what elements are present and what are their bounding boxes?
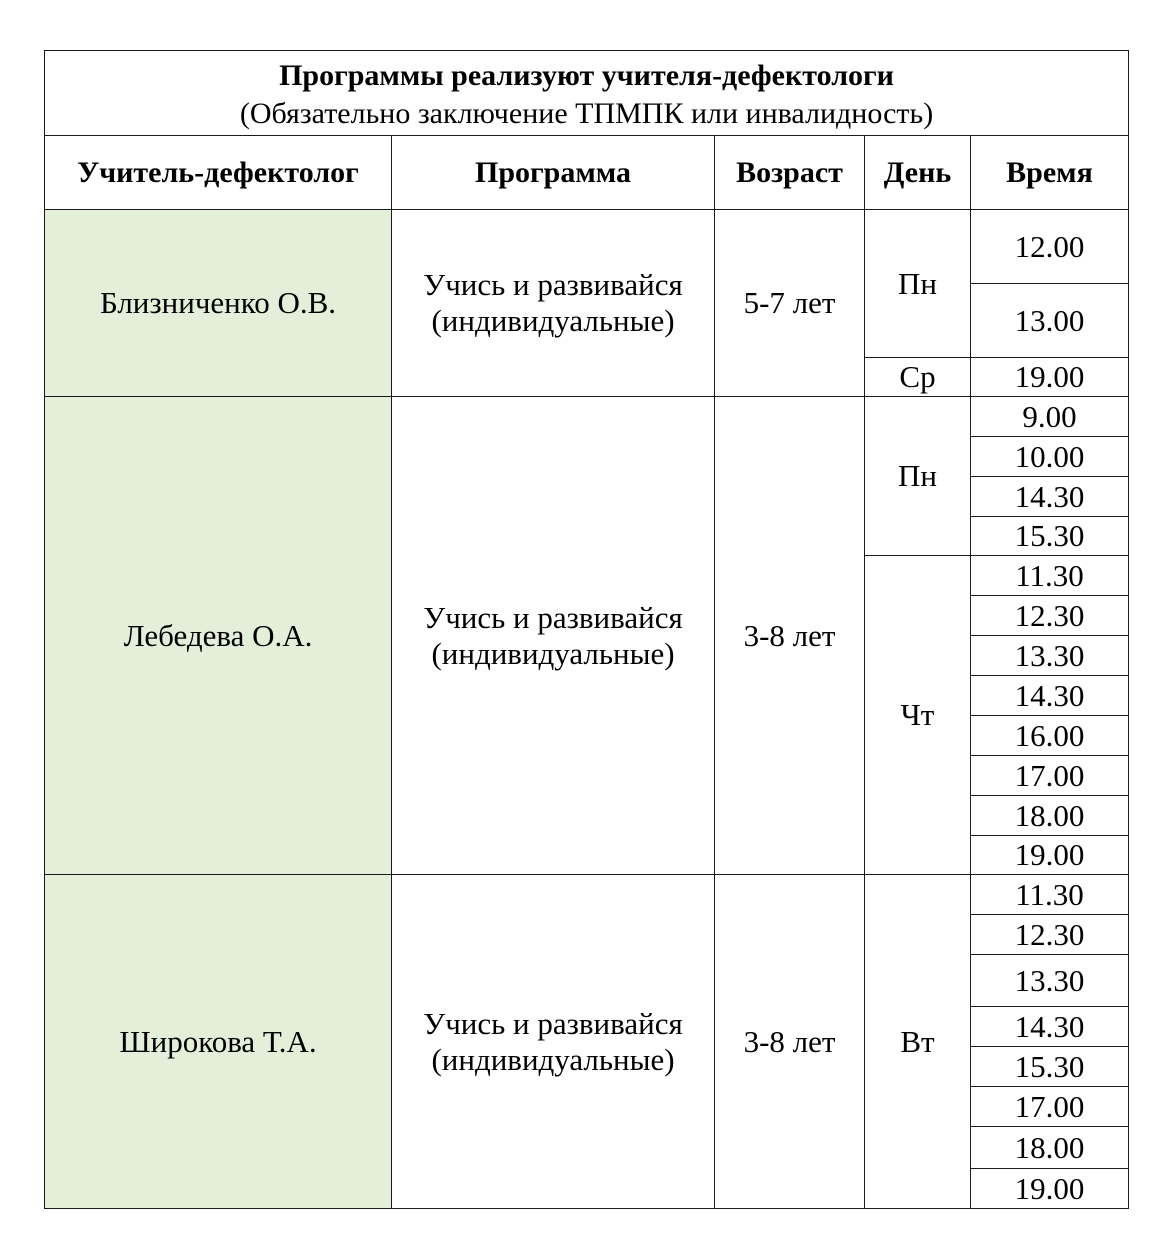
time-cell: 13.30	[971, 636, 1129, 676]
time-cell: 12.30	[971, 596, 1129, 636]
program-cell	[392, 397, 715, 875]
column-header-program: Программа	[392, 136, 715, 210]
program-cell	[392, 210, 715, 397]
age-cell: 3-8 лет	[715, 397, 865, 875]
program-name: Учись и развивайся	[423, 599, 683, 635]
program-format: (индивидуальные)	[431, 1041, 675, 1077]
time-cell: 18.00	[971, 796, 1129, 836]
time-cell: 15.30	[971, 1047, 1129, 1087]
program-format: (индивидуальные)	[431, 303, 675, 338]
table-title-cell	[45, 51, 1129, 136]
table-title: Программы реализуют учителя-дефектологи	[279, 59, 894, 92]
time-cell: 19.00	[971, 836, 1129, 875]
time-cell: 18.00	[971, 1127, 1129, 1169]
time-cell: 11.30	[971, 875, 1129, 915]
program-cell	[392, 875, 715, 1209]
column-header-day: День	[865, 136, 971, 210]
program-format: (индивидуальные)	[431, 635, 675, 671]
time-cell: 13.00	[971, 284, 1129, 358]
program-name: Учись и развивайся	[423, 1005, 683, 1041]
day-cell: Вт	[865, 875, 971, 1209]
column-header-age: Возраст	[715, 136, 865, 210]
time-cell: 11.30	[971, 556, 1129, 596]
time-cell: 14.30	[971, 477, 1129, 517]
time-cell: 12.00	[971, 210, 1129, 284]
age-cell: 3-8 лет	[715, 875, 865, 1209]
age-cell: 5-7 лет	[715, 210, 865, 397]
teacher-name-cell: Близниченко О.В.	[45, 210, 392, 397]
column-header-time: Время	[971, 136, 1129, 210]
time-cell: 9.00	[971, 397, 1129, 437]
schedule-table	[44, 50, 1129, 1209]
column-header-teacher: Учитель-дефектолог	[45, 136, 392, 210]
time-cell: 17.00	[971, 1087, 1129, 1127]
day-cell: Чт	[865, 556, 971, 875]
time-cell: 19.00	[971, 1169, 1129, 1209]
day-cell: Пн	[865, 397, 971, 556]
time-cell: 12.30	[971, 915, 1129, 955]
program-name: Учись и развивайся	[423, 267, 683, 302]
teacher-name-cell: Лебедева О.А.	[45, 397, 392, 875]
time-cell: 13.30	[971, 955, 1129, 1007]
time-cell: 19.00	[971, 358, 1129, 397]
teacher-name-cell: Широкова Т.А.	[45, 875, 392, 1209]
time-cell: 10.00	[971, 437, 1129, 477]
time-cell: 16.00	[971, 716, 1129, 756]
day-cell: Ср	[865, 358, 971, 397]
time-cell: 17.00	[971, 756, 1129, 796]
time-cell: 14.30	[971, 676, 1129, 716]
day-cell: Пн	[865, 210, 971, 358]
table-subtitle: (Обязательно заключение ТПМПК или инвалидность)	[239, 97, 934, 130]
time-cell: 14.30	[971, 1007, 1129, 1047]
time-cell: 15.30	[971, 517, 1129, 556]
